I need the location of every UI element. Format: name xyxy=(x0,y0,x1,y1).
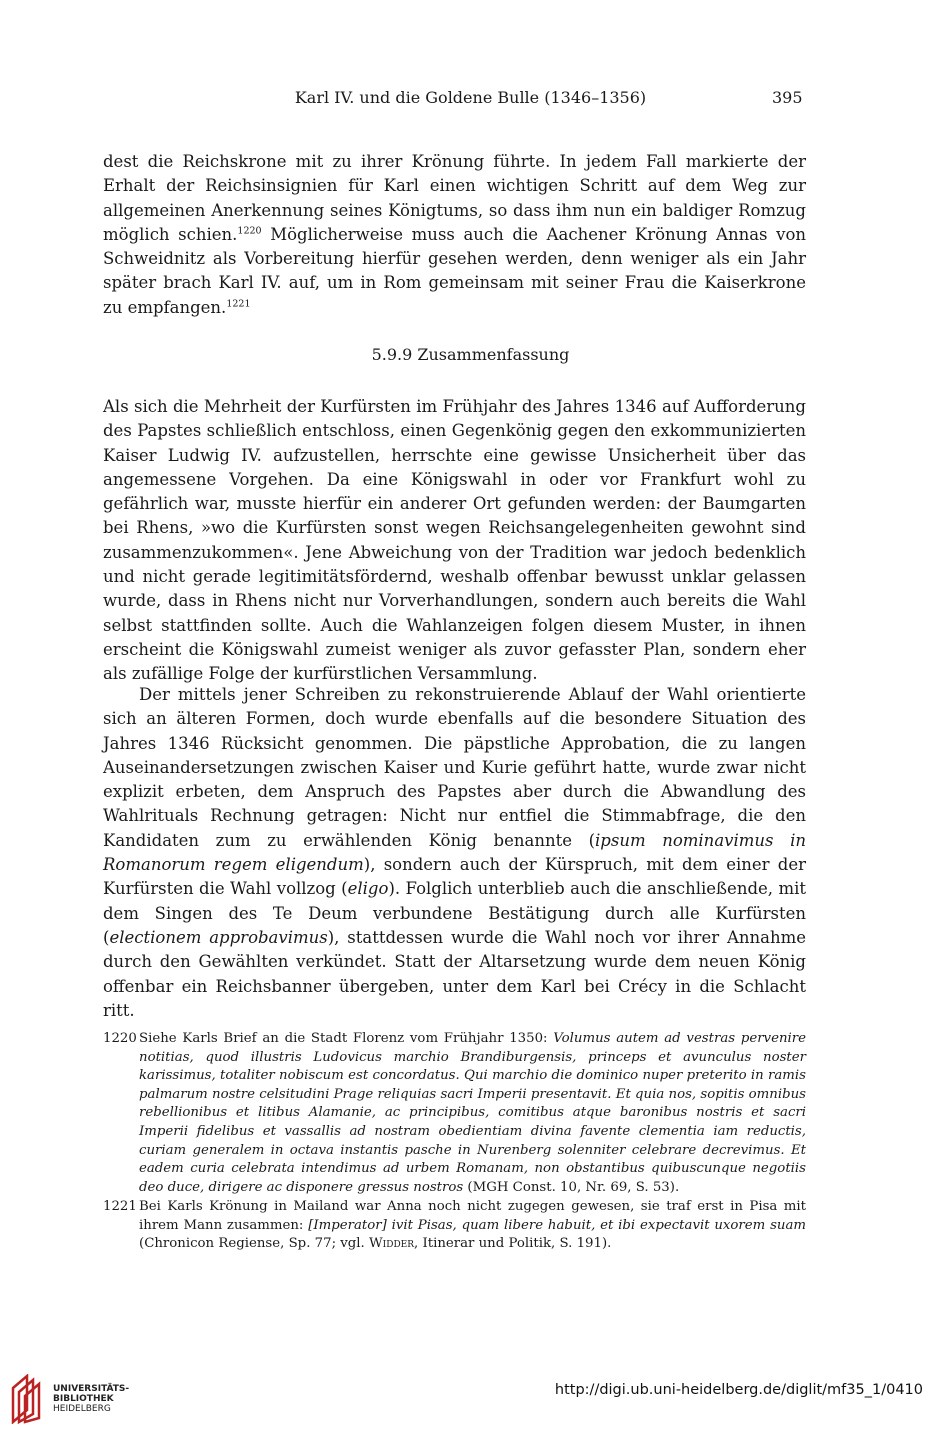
footnote-ref-1221: 1221 xyxy=(226,298,251,310)
para2-latin-3: electionem approbavimus xyxy=(109,927,328,947)
footnote-source: (Chronicon Regiense, Sp. 77; vgl. xyxy=(139,1236,370,1252)
para2-text-4: ), stattdessen wurde die Wahl noch vor ihrer Annahme durch den Gewählten verkündet. Statt der Altarsetzung wurde dem neuen König offenbar ein Reichsbanner übergeben, unter dem Karl bei Crécy in die Schlacht ritt. xyxy=(103,927,806,1020)
logo-line-1: UNIVERSITÄTS- xyxy=(53,1384,130,1394)
summary-paragraph-2 xyxy=(103,683,806,1023)
para2-text-1: Der mittels jener Schreiben zu rekonstruierende Ablauf der Wahl orientierte sich an älteren Formen, doch wurde ebenfalls auf die besondere Situation des Jahres 1346 Rücksicht genommen. Die päpstliche Approbation, die zu langen Auseinandersetzungen zwischen Kaiser und Kurie geführt hatte, wurde zwar nicht explizit erbeten, dem Anspruch des Papstes aber durch die Abwandlung des Wahlrituals Rechnung getragen: Nicht nur entfiel die Stimmabfrage, die den Kandidaten zum zu erwählenden König benannte ( xyxy=(103,685,806,850)
summary-paragraph-1: Als sich die Mehrheit der Kurfürsten im Frühjahr des Jahres 1346 auf Aufforderung des Papstes schließlich entschloss, einen Gegenkönig gegen den exkommunizierten Kaiser Ludwig IV. aufzustellen, herrschte eine gewisse Unsicherheit über das angemessene Vorgehen. Da eine Königswahl in oder vor Frankfurt wohl zu gefährlich war, musste hierfür ein anderer Ort gefunden werden: der Baumgarten bei Rhens, »wo die Kurfürsten sonst wegen Reichsangelegenheiten gewohnt sind zusammenzukommen«. Jene Abweichung von der Tradition war jedoch bedenklich und nicht gerade legitimitätsfördernd, weshalb offenbar bewusst unklar gelassen wurde, dass in Rhens nicht nur Vorverhandlungen, sondern auch bereits die Wahl selbst stattfinden sollte. Auch die Wahlanzeigen folgen diesem Muster, in ihnen erscheint die Königswahl zumeist weniger als zuvor gefasster Plan, sondern eher als zufällige Folge der kurfürstlichen Versammlung. xyxy=(103,397,806,684)
intro-text-2: Möglicherweise muss auch die Aachener Krönung Annas von Schweidnitz als Vorbereitung hierfür gesehen werden, denn weniger als ein Jahr später brach Karl IV. auf, um in Rom gemeinsam mit seiner Frau die Kaiserkrone zu empfangen. xyxy=(103,224,807,317)
para2-text-2: ), sondern auch der Kürspruch, mit dem einer der Kurfürsten die Wahl vollzog ( xyxy=(103,855,806,899)
footnote-1220 xyxy=(103,1030,806,1197)
footnote-tail: , Itinerar und Politik, S. 191). xyxy=(414,1236,612,1252)
intro-paragraph xyxy=(103,150,806,320)
footnote-text: Bei Karls Krönung in Mailand war Anna noch nicht zugegen gewesen, sie traf erst in Pisa mit ihrem Mann zusammen: xyxy=(139,1199,806,1233)
source-url[interactable]: http://digi.ub.uni-heidelberg.de/diglit/mf35_1/0410 xyxy=(554,1382,923,1398)
footnote-latin: Volumus autem ad vestras pervenire notitias, quod illustris Ludovicus marchio Brandiburgensis, princeps et avunculus noster karissimus, totaliter nobiscum est concordatus. Qui marchio die dominico nuper preterito in ramis palmarum nostre celsitudini Prage reliquias sacri Imperii presentavit. Et quia nos, sopitis omnibus rebellionibus et litibus Alamanie, ac principibus, comitibus atque baronibus nostris et sacri Imperii fidelibus et vassallis ad nostram obedientiam divina favente clementia iam reductis, curiam generalem in octava instantis pasche in Nurenberg solenniter celebrare decrevimus. Et eadem curia celebrata intendimus ad urbem Romanam, non obstantibus quibuscunque negotiis deo duce, dirigere ac disponere gressus nostros xyxy=(139,1031,806,1195)
running-head: Karl IV. und die Goldene Bulle (1346–1356) xyxy=(294,88,647,107)
footnote-number: 1221 xyxy=(103,1199,137,1214)
page-number: 395 xyxy=(772,88,803,107)
para2-latin-1: ipsum nominavimus in Romanorum regem eligendum xyxy=(103,830,807,875)
footnote-ref-1220: 1220 xyxy=(237,225,262,237)
library-logo[interactable] xyxy=(11,1374,131,1426)
footnote-text: Siehe Karls Brief an die Stadt Florenz vom Frühjahr 1350: xyxy=(139,1031,554,1046)
logo-line-2: BIBLIOTHEK xyxy=(53,1394,114,1404)
para2-text-3: ). Folglich unterblieb auch die anschließende, mit dem Singen des Te Deum verbundene Bestätigung durch alle Kurfürsten ( xyxy=(103,879,806,947)
section-heading: 5.9.9 Zusammenfassung xyxy=(371,345,570,364)
footnote-latin: [Imperator] ivit Pisas, quam libere habuit, et ibi expectavit uxorem suam xyxy=(308,1217,806,1233)
library-emblem-icon xyxy=(11,1374,47,1424)
footnote-source: (MGH Const. 10, Nr. 69, S. 53). xyxy=(463,1179,680,1195)
footnote-1221 xyxy=(103,1198,806,1254)
para2-latin-2: eligo xyxy=(347,879,389,899)
footnote-number: 1220 xyxy=(103,1031,137,1046)
library-name xyxy=(53,1384,129,1414)
author-name: Widder xyxy=(369,1236,415,1252)
logo-line-3: HEIDELBERG xyxy=(53,1404,111,1414)
intro-text-1: dest die Reichskrone mit zu ihrer Krönung führte. In jedem Fall markierte der Erhalt der Reichsinsignien für Karl einen wichtigen Schritt auf dem Weg zur allgemeinen Anerkennung seines Königtums, so dass ihm nun ein baldiger Romzug möglich schien. xyxy=(103,152,806,244)
